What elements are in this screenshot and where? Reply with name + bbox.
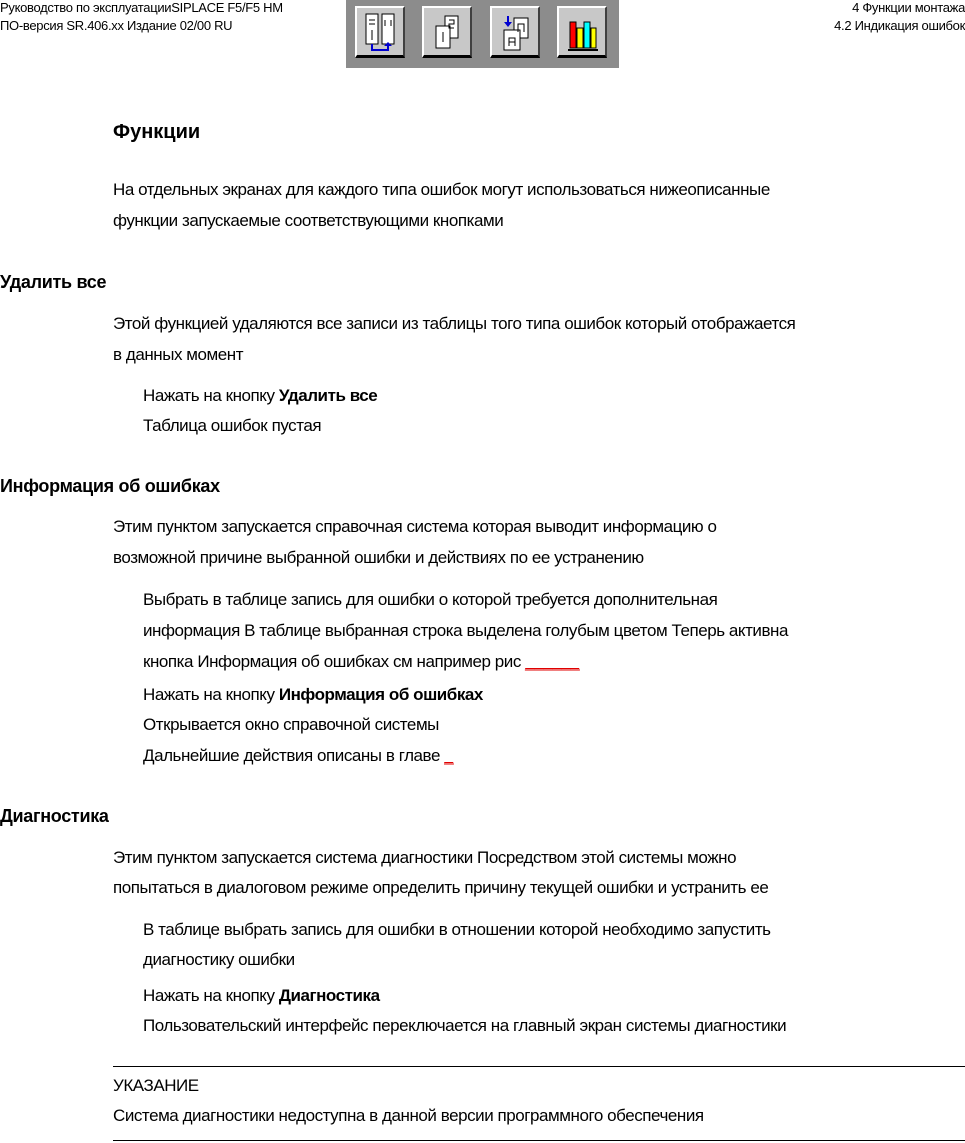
section-desc: попытаться в диалоговом режиме определить причину текущей ошибки и устранить ее bbox=[113, 878, 769, 897]
step-select: информация В таблице выбранная строка выделена голубым цветом Теперь активна bbox=[143, 621, 788, 640]
section-desc: возможной причине выбранной ошибки и действиях по ее устранению bbox=[113, 548, 644, 567]
step-result: Пользовательский интерфейс переключается на главный экран системы диагностики bbox=[143, 1016, 787, 1035]
button-name: Удалить все bbox=[278, 386, 378, 405]
intro-line: функции запускаемые соответствующими кнопками bbox=[113, 211, 504, 230]
step-press-button bbox=[143, 386, 377, 406]
header-version: ПО-версия SR.406.xx Издание 02/00 RU bbox=[0, 18, 233, 33]
section-desc: Этим пунктом запускается справочная система которая выводит информацию о bbox=[113, 517, 717, 536]
step-press-button bbox=[143, 685, 483, 705]
page-title: Функции bbox=[113, 121, 201, 143]
note-top-rule bbox=[113, 1066, 965, 1067]
intro-line: На отдельных экранах для каждого типа ошибок могут использоваться нижеописанные bbox=[113, 180, 770, 199]
error-info-icon bbox=[430, 12, 466, 54]
step-press-button bbox=[143, 986, 380, 1006]
section-desc: Этой функцией удаляются все записи из таблицы того типа ошибок который отображается bbox=[113, 314, 796, 333]
help-library-button[interactable] bbox=[557, 6, 607, 58]
section-heading-delete-all: Удалить все bbox=[0, 272, 107, 292]
step-text: кнопка Информация об ошибках см например рис bbox=[143, 652, 526, 671]
figure-reference-link[interactable]: ______ bbox=[525, 652, 580, 671]
chapter-reference-link[interactable]: _ bbox=[444, 746, 454, 765]
section-heading-diagnostics: Диагностика bbox=[0, 806, 109, 826]
step-text: Нажать на кнопку bbox=[143, 386, 279, 405]
step-text: Нажать на кнопку bbox=[143, 986, 279, 1005]
section-desc: Этим пунктом запускается система диагностики Посредством этой системы можно bbox=[113, 848, 737, 867]
section-heading-error-info: Информация об ошибках bbox=[0, 476, 220, 496]
note-label: УКАЗАНИЕ bbox=[113, 1076, 199, 1095]
step-text: Дальнейшие действия описаны в главе bbox=[143, 746, 445, 765]
step-text: Нажать на кнопку bbox=[143, 685, 279, 704]
delete-all-icon bbox=[363, 12, 399, 54]
error-info-button[interactable] bbox=[422, 6, 472, 58]
function-toolbar bbox=[346, 0, 619, 68]
delete-all-button[interactable] bbox=[355, 6, 405, 58]
button-name: Информация об ошибках bbox=[278, 685, 483, 704]
step-result: Открывается окно справочной системы bbox=[143, 715, 439, 734]
step-select bbox=[143, 652, 579, 672]
step-select: В таблице выбрать запись для ошибки в отношении которой необходимо запустить bbox=[143, 920, 771, 939]
button-name: Диагностика bbox=[278, 986, 380, 1005]
step-select: Выбрать в таблице запись для ошибки о которой требуется дополнительная bbox=[143, 590, 718, 609]
diagnostics-icon bbox=[498, 12, 534, 54]
diagnostics-button[interactable] bbox=[490, 6, 540, 58]
note-text: Система диагностики недоступна в данной версии программного обеспечения bbox=[113, 1106, 704, 1125]
step-further bbox=[143, 746, 453, 766]
header-section: 4.2 Индикация ошибок bbox=[834, 18, 965, 33]
note-bottom-rule bbox=[113, 1140, 965, 1141]
header-chapter: 4 Функции монтажа bbox=[852, 0, 965, 15]
section-desc: в данных момент bbox=[113, 345, 244, 364]
step-select: диагностику ошибки bbox=[143, 950, 295, 969]
step-result: Таблица ошибок пустая bbox=[143, 416, 322, 435]
library-books-icon bbox=[565, 12, 601, 54]
header-manual-title: Руководство по эксплуатацииSIPLACE F5/F5 HM bbox=[0, 0, 283, 15]
